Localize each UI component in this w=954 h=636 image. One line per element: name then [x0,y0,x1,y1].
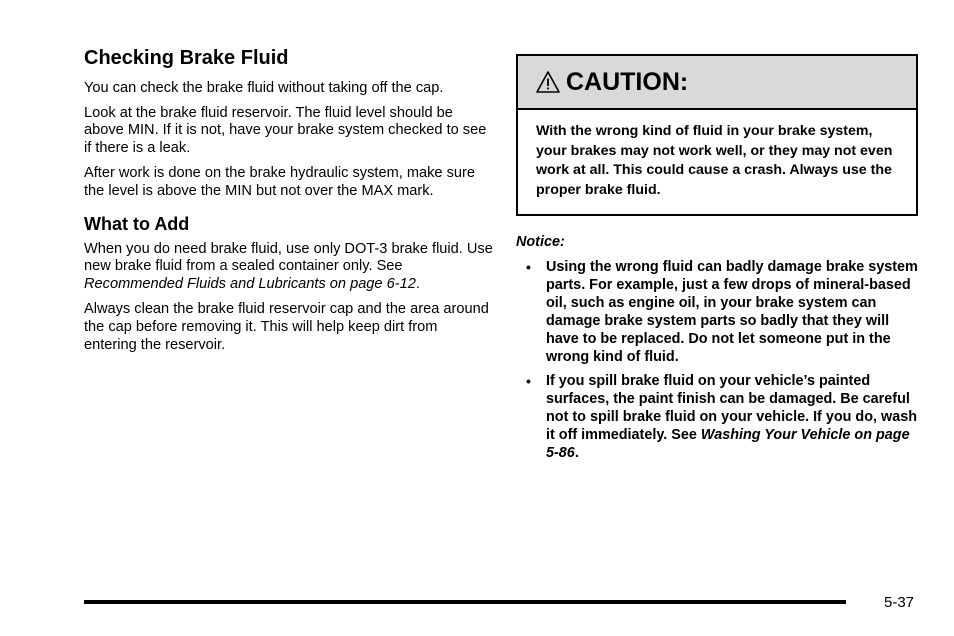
bullet-icon: • [526,259,531,275]
section-heading: Checking Brake Fluid [84,47,289,69]
notice-list [516,258,918,462]
page-number: 5-37 [884,594,915,611]
cross-reference-link[interactable]: Washing Your Vehicle on page 5-86 [546,427,910,461]
paragraph-after-work: After work is done on the brake hydraulic system, make sure the level is above the MIN but not over the MAX mark. [84,165,475,199]
notice-label: Notice: [516,234,565,250]
subsection-heading: What to Add [84,213,190,234]
bullet-icon: • [526,373,531,389]
paragraph-check-without-cap: You can check the brake fluid without taking off the cap. [84,80,444,96]
caution-box [516,54,918,216]
caution-header [518,56,916,110]
left-column [84,46,494,362]
warning-triangle-icon [536,70,560,94]
notice-item-text: If you spill brake fluid on your vehicle’s painted surfaces, the paint finish can be damaged. Be careful not to spill brake fluid on your vehicle. If you do, wash it off immediately. See [546,373,918,443]
list-item [516,258,918,366]
paragraph-what-to-add [84,241,494,294]
notice-item-end: . [574,445,579,461]
cross-reference-link[interactable]: Recommended Fluids and Lubricants on page 6-12 [84,275,416,292]
paragraph-look-at-reservoir: Look at the brake fluid reservoir. The fluid level should be above MIN. If it is not, have your brake system checked to see if there is a leak. [84,104,487,156]
caution-text: With the wrong kind of fluid in your brake system, your brakes may not work well, or they may not even work at all. This could cause a crash. Always use the proper brake fluid. [536,123,893,198]
footer-rule [84,600,846,604]
notice-section [516,234,918,462]
caution-title: CAUTION: [566,67,689,96]
paragraph-text: When you do need brake fluid, use only DOT-3 brake fluid. Use new brake fluid from a sealed container only. See [84,240,493,275]
list-item [516,372,918,462]
notice-item-text: Using the wrong fluid can badly damage brake system parts. For example, just a few drops of mineral-based oil, such as engine oil, in your brake system can damage brake system parts so badly that they will have to be replaced. Do not let someone put in the wrong kind of fluid. [546,259,918,365]
paragraph-end: . [415,275,420,292]
paragraph-clean-cap: Always clean the brake fluid reservoir cap and the area around the cap before removing it. This will help keep dirt from entering the reservoir. [84,301,489,353]
right-column [516,54,918,468]
